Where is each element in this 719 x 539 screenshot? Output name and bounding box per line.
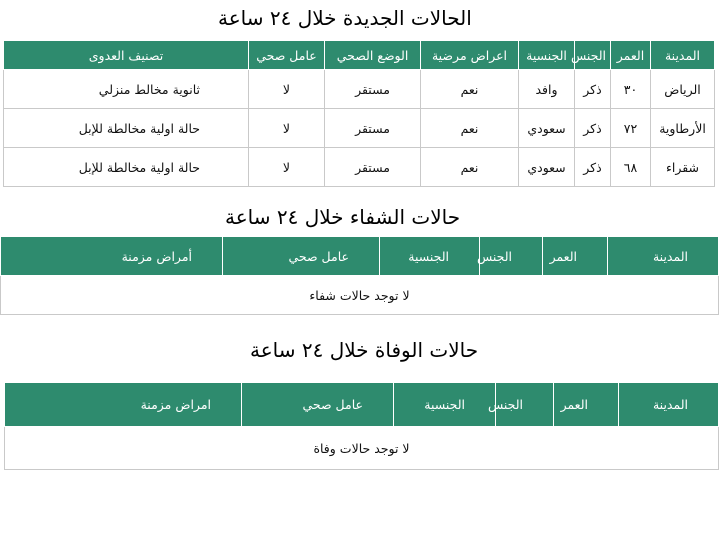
recovery-cases-title: حالات الشفاء خلال ٢٤ ساعة	[225, 205, 461, 229]
cell-health-status: مستقر	[325, 70, 421, 109]
cell-infection-class: حالة اولية مخالطة للإبل	[4, 148, 249, 187]
header-symptoms: اعراض مرضية	[421, 41, 519, 70]
header-gender: الجنس	[480, 237, 543, 276]
table-row	[4, 109, 715, 148]
header-age: العمر	[543, 237, 608, 276]
header-infection-class: تصنيف العدوى	[4, 41, 249, 70]
table-row	[4, 148, 715, 187]
cell-city: الرياض	[651, 70, 715, 109]
cell-age: ٣٠	[611, 70, 651, 109]
cell-health-status: مستقر	[325, 148, 421, 187]
cell-health-worker: لا	[249, 70, 325, 109]
header-nationality: الجنسية	[394, 383, 496, 427]
cell-age: ٦٨	[611, 148, 651, 187]
header-health-worker: عامل صحي	[223, 237, 380, 276]
table-row	[5, 427, 719, 470]
cell-gender: ذكر	[575, 109, 611, 148]
cell-health-worker: لا	[249, 148, 325, 187]
cell-symptoms: نعم	[421, 70, 519, 109]
cell-infection-class: ثانوية مخالط منزلي	[4, 70, 249, 109]
header-health-worker: عامل صحي	[242, 383, 394, 427]
cell-nationality: وافد	[519, 70, 575, 109]
cell-age: ٧٢	[611, 109, 651, 148]
new-cases-table	[3, 40, 715, 187]
new-cases-title: الحالات الجديدة خلال ٢٤ ساعة	[218, 6, 472, 30]
header-city: المدينة	[651, 41, 715, 70]
cell-infection-class: حالة اولية مخالطة للإبل	[4, 109, 249, 148]
recovery-empty-message: لا توجد حالات شفاء	[1, 276, 719, 315]
header-age: العمر	[611, 41, 651, 70]
cell-nationality: سعودي	[519, 148, 575, 187]
new-cases-header-row	[4, 41, 715, 70]
header-chronic-diseases: أمراض مزمنة	[1, 237, 223, 276]
recovery-header-row	[1, 237, 719, 276]
cell-health-worker: لا	[249, 109, 325, 148]
header-gender: الجنس	[496, 383, 554, 427]
cell-city: الأرطاوية	[651, 109, 715, 148]
death-empty-message: لا توجد حالات وفاة	[5, 427, 719, 470]
death-cases-table	[4, 382, 719, 470]
table-row	[1, 276, 719, 315]
header-nationality: الجنسية	[519, 41, 575, 70]
header-age: العمر	[554, 383, 619, 427]
cell-symptoms: نعم	[421, 148, 519, 187]
cell-nationality: سعودي	[519, 109, 575, 148]
header-city: المدينة	[608, 237, 719, 276]
cell-gender: ذكر	[575, 70, 611, 109]
cell-gender: ذكر	[575, 148, 611, 187]
header-gender: الجنس	[575, 41, 611, 70]
cell-health-status: مستقر	[325, 109, 421, 148]
cell-city: شقراء	[651, 148, 715, 187]
header-nationality: الجنسية	[380, 237, 480, 276]
recovery-cases-table	[0, 236, 719, 315]
cell-symptoms: نعم	[421, 109, 519, 148]
table-row	[4, 70, 715, 109]
death-header-row	[5, 383, 719, 427]
header-health-worker: عامل صحي	[249, 41, 325, 70]
death-cases-title: حالات الوفاة خلال ٢٤ ساعة	[250, 338, 479, 362]
header-health-status: الوضع الصحي	[325, 41, 421, 70]
header-city: المدينة	[619, 383, 719, 427]
header-chronic-diseases: امراض مزمنة	[5, 383, 242, 427]
